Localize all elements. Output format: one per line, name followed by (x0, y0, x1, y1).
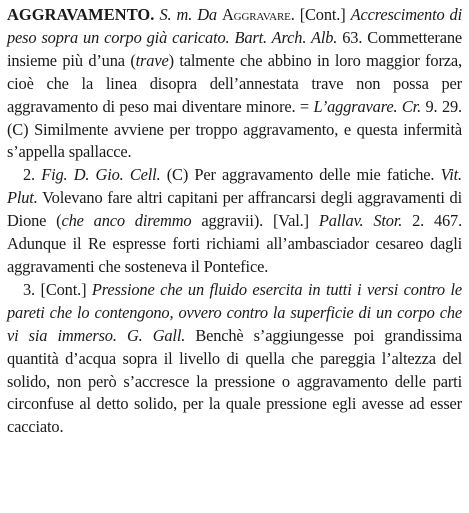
figurative-label: Fig. (41, 165, 68, 185)
grammar-label: S. m. (159, 5, 193, 24)
sense-3 (7, 279, 462, 439)
citation-text: ) talmente che abbino in loro maggior forza, cioè che la linea disopra dell’annestata trave non possa per aggravamento di peso mai diventare minore. = (7, 50, 462, 116)
citation-source: Cr. (401, 96, 422, 116)
origin-word: Aggravare. (221, 5, 295, 24)
source-tag: [Cont.] (40, 279, 87, 299)
citation-text: Similmente avviene per troppo aggravamento, e questa infermità s’appella spallacce. (7, 119, 462, 162)
citation-text: Per aggravamento delle mie fatiche. (194, 165, 435, 185)
citation-source: Pallav. Stor. (318, 211, 403, 231)
citation-source: Vit. Plut. (7, 165, 462, 208)
entry-definition: Accrescimento di peso sopra un corpo già caricato. (7, 5, 462, 47)
citation-reference: 63. (342, 27, 363, 47)
citation-reference: 2. 467. (412, 211, 463, 231)
citation-text: Commetterane insieme più d’una ( (7, 27, 462, 70)
synonym: L’aggravare. (313, 96, 398, 116)
sense-definition: Pressione che un fluido esercita in tutti i versi contro le pareti che lo contengono, ovvero contro la superficie di un corpo che vi sia immerso. (7, 279, 463, 345)
citation-word: trave (135, 50, 169, 70)
entry-tag: [Cont.] (299, 5, 346, 24)
citation-source: D. Gio. Cell. (73, 165, 161, 185)
citation-text: Adunque il Re espresse forti richiami all’ambasciador cesareo dagli aggravamenti che sosteneva il Pontefice. (7, 234, 462, 276)
headword: AGGRAVAMENTO. (7, 5, 155, 24)
citation-gloss: che anco diremmo (61, 211, 192, 231)
citation-source: Bart. Arch. Alb. (234, 27, 338, 47)
citation-reference: 9. 29. (C) (7, 96, 463, 139)
origin-prefix: Da (197, 5, 217, 24)
source-tag: [Val.] (272, 211, 309, 231)
citation-text: Benchè s’aggiungesse poi grandissima quantità d’acqua sopra il livello di quella che pareggia l’altezza del solido, non però s’accresce la pressione o aggravamento delle parti circonfuse al detto solido, per la quale pressione egli avesse ad esser cacciato. (7, 325, 462, 437)
source-tag: (C) (166, 165, 189, 185)
dictionary-entry (7, 4, 462, 164)
sense-number: 3. (23, 279, 35, 299)
citation-text: Volevano fare altri capitani per affrancarsi degli aggravamenti di Dione ( (7, 188, 462, 231)
citation-source: G. Gall. (126, 325, 186, 345)
sense-2 (7, 164, 462, 279)
citation-text: aggravii). (191, 211, 264, 231)
sense-number: 2. (23, 165, 35, 185)
